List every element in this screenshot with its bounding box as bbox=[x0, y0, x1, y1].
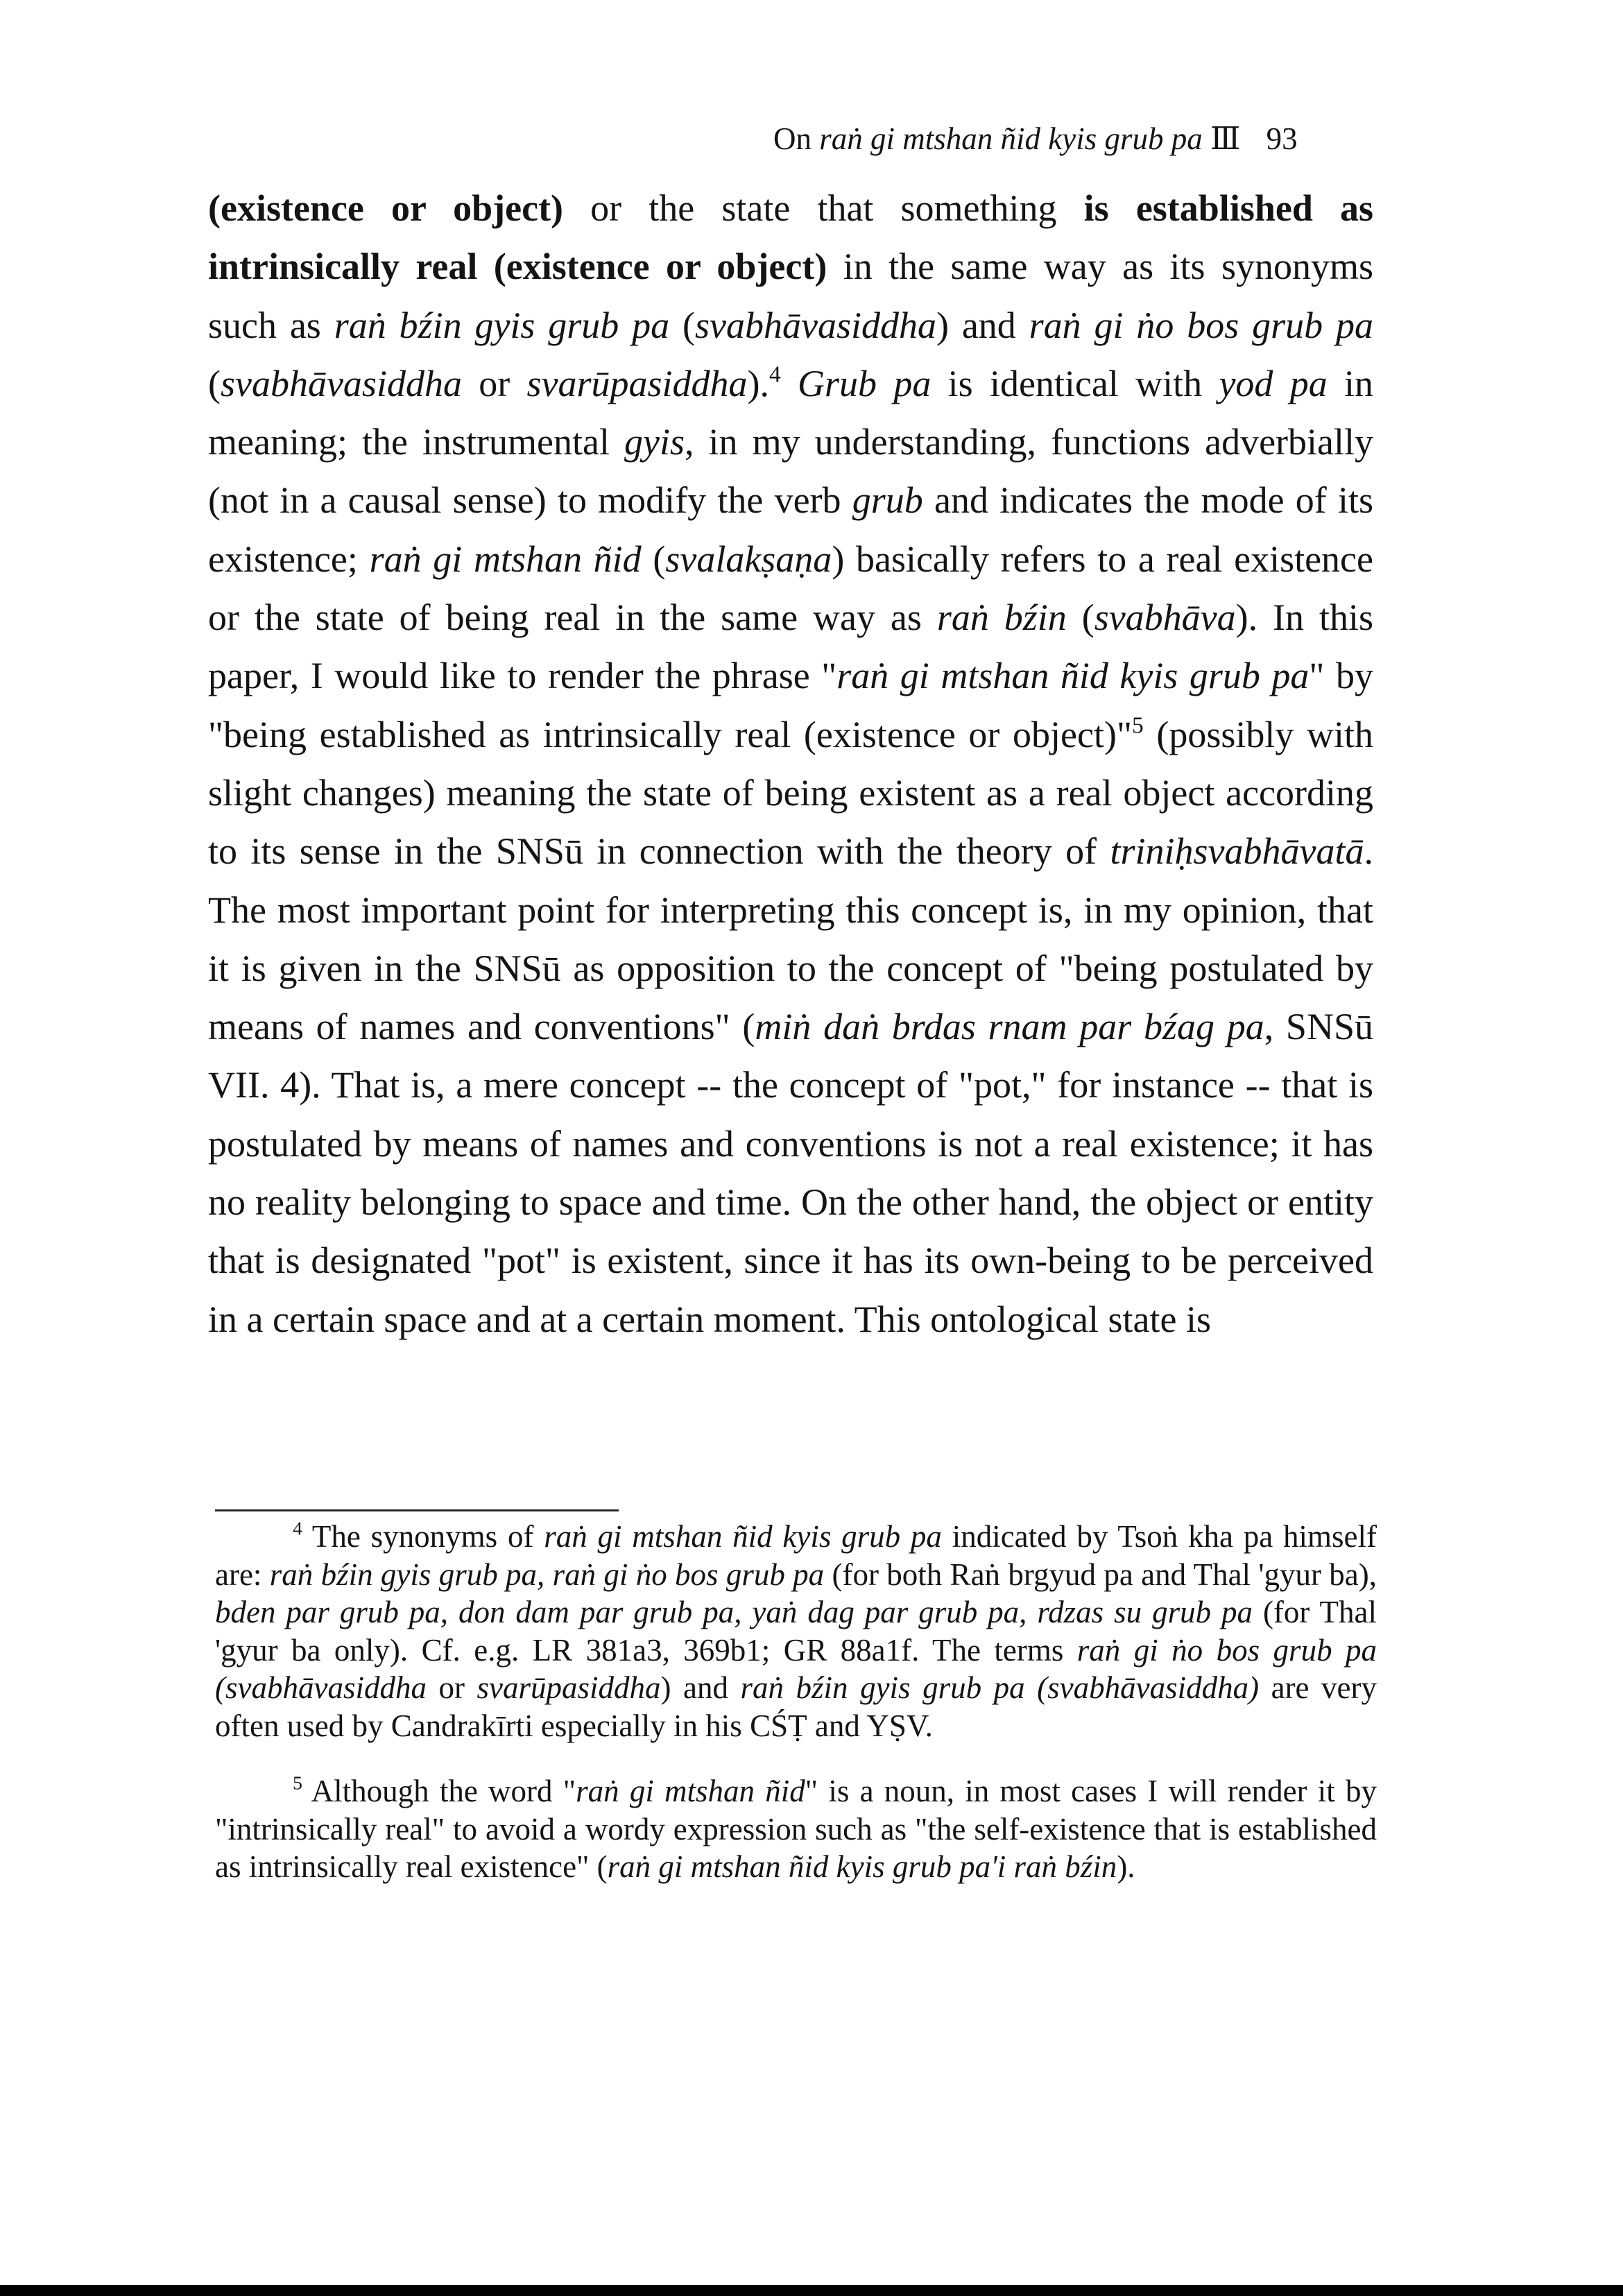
italic-term: raṅ gi ṅo bos grub pa (svabhāvasiddha bbox=[215, 1632, 1377, 1705]
text-run: are very often used by Candrakīrti especially in his CŚṬ and YṢV. bbox=[215, 1670, 1377, 1743]
text-run: " by "being established as intrinsically real (existence or object)" bbox=[208, 655, 1373, 755]
footnote-marker: 4 bbox=[293, 1518, 302, 1540]
italic-term: triniḥsvabhāvatā bbox=[1110, 830, 1364, 873]
italic-term: svabhāvasiddha bbox=[220, 362, 462, 404]
bold-text: (existence or object) bbox=[208, 187, 564, 229]
italic-term: raṅ gi mtshan ñid bbox=[369, 538, 642, 580]
text-run: On bbox=[773, 121, 820, 156]
italic-term: svalakṣaṇa bbox=[665, 538, 832, 580]
italic-term: raṅ bźin bbox=[936, 597, 1067, 639]
bold-text: is established as intrinsically real (existence or object) bbox=[208, 187, 1374, 288]
section-numeral: Ⅲ bbox=[1210, 121, 1241, 156]
text-run: . The most important point for interpreting this concept is, in my opinion, that it is given in the SNSū as opposition to the concept of "being postulated by means of names and conventions" ( bbox=[208, 830, 1373, 1048]
text-run: (for both Raṅ brgyud pa and Thal 'gyur ba), bbox=[824, 1557, 1377, 1592]
text-run: ( bbox=[669, 304, 696, 346]
text-run: (possibly with slight changes) meaning the state of being existent as a real object according to its sense in the SNSū in connection with the theory of bbox=[208, 713, 1373, 873]
running-head bbox=[773, 118, 1370, 160]
footnote-marker: 4 bbox=[769, 361, 781, 388]
text-run: ) and bbox=[660, 1670, 741, 1705]
text-run: , SNSū VII. 4). That is, a mere concept -- the concept of "pot," for instance -- that is postulated by means of names and conventions is not a real existence; it has no reality belonging to space and time. On the other hand, the object or entity that is designated "pot" is existent, since it has its own-being to be perceived in a certain space and at a certain moment. This ontological state is bbox=[208, 1006, 1373, 1340]
italic-term: grub bbox=[852, 479, 923, 522]
text-run: or bbox=[426, 1670, 477, 1705]
italic-term: raṅ gi mtshan ñid kyis grub pa'i raṅ bźin bbox=[607, 1849, 1117, 1884]
italic-term: svarūpasiddha bbox=[476, 1670, 661, 1705]
text-run: , in my understanding, functions adverbially (not in a causal sense) to modify the verb bbox=[208, 421, 1373, 522]
text-run: is identical with bbox=[931, 362, 1219, 404]
text-run bbox=[781, 363, 798, 404]
italic-term: raṅ gi ṅo bos grub pa bbox=[1029, 304, 1373, 346]
text-run: ). bbox=[747, 362, 770, 404]
text-run: in the same way as its synonyms such as bbox=[208, 246, 1373, 346]
body-paragraph bbox=[208, 179, 1373, 1348]
text-run: ( bbox=[1066, 597, 1094, 639]
italic-term: svarūpasiddha bbox=[526, 362, 748, 404]
text-run: The synonyms of bbox=[302, 1519, 544, 1554]
italic-term: raṅ bźin gyis grub pa bbox=[334, 304, 670, 346]
scan-bottom-border bbox=[0, 2285, 1623, 2296]
italic-term: yod pa bbox=[1219, 362, 1328, 404]
text-run: indicated by Tsoṅ kha pa himself are: bbox=[215, 1519, 1377, 1592]
main-text bbox=[208, 179, 1373, 1348]
text-run: or bbox=[461, 362, 527, 404]
footnote-separator bbox=[215, 1509, 619, 1511]
text-run: or the state that something bbox=[563, 187, 1084, 229]
italic-term: svabhāva bbox=[1094, 597, 1236, 639]
text-run: ( bbox=[641, 538, 666, 580]
footnote-marker: 5 bbox=[293, 1772, 302, 1794]
text-run: in meaning; the instrumental bbox=[208, 362, 1374, 463]
footnote-4 bbox=[215, 1518, 1377, 1745]
italic-term: raṅ bźin gyis grub pa (svabhāvasiddha) bbox=[740, 1670, 1260, 1705]
text-run: (for Thal 'gyur ba only). Cf. e.g. LR 381a3, 369b1; GR 88a1f. The terms bbox=[215, 1595, 1377, 1668]
italic-term: gyis bbox=[624, 421, 685, 463]
footnotes bbox=[215, 1518, 1377, 1886]
text-run: ( bbox=[208, 362, 221, 404]
text-run: " is a noun, in most cases I will render it by "intrinsically real" to avoid a wordy expression such as "the self-existence that is established as intrinsically real existence" ( bbox=[215, 1774, 1377, 1884]
running-head-title bbox=[773, 121, 1203, 156]
footnote-marker: 5 bbox=[1131, 712, 1144, 738]
italic-term: raṅ gi mtshan ñid bbox=[576, 1774, 805, 1808]
italic-term: miṅ daṅ brdas rnam par bźag pa bbox=[755, 1006, 1264, 1048]
italic-term: raṅ gi mtshan ñid kyis grub pa bbox=[836, 655, 1309, 697]
text-run: and indicates the mode of its existence; bbox=[208, 479, 1373, 580]
italic-term: Grub pa bbox=[798, 362, 931, 404]
text-run: Although the word " bbox=[302, 1774, 576, 1808]
footnote-5 bbox=[215, 1772, 1377, 1886]
page-number: 93 bbox=[1266, 121, 1298, 156]
text-run: ). bbox=[1117, 1849, 1135, 1884]
italic-term: svabhāvasiddha bbox=[695, 304, 936, 346]
text-run: ) basically refers to a real existence or the state of being real in the same way as bbox=[208, 538, 1373, 639]
italic-term: raṅ gi mtshan ñid kyis grub pa bbox=[544, 1519, 942, 1554]
text-run: ) and bbox=[936, 304, 1029, 346]
italic-term: raṅ bźin gyis grub pa, raṅ gi ṅo bos grub pa bbox=[269, 1557, 825, 1592]
text-run: ). In this paper, I would like to render the phrase " bbox=[208, 597, 1373, 697]
italic-term: bden par grub pa, don dam par grub pa, yaṅ dag par grub pa, rdzas su grub pa bbox=[215, 1595, 1253, 1629]
italic-term: raṅ gi mtshan ñid kyis grub pa bbox=[819, 121, 1203, 156]
